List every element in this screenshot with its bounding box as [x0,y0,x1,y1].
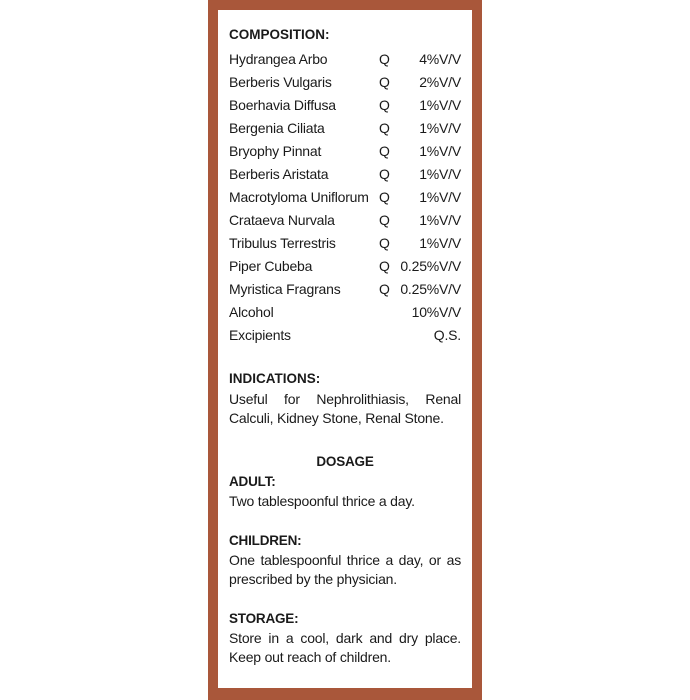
ingredient-name: Myristica Fragrans [229,281,341,297]
adult-dosage-text: Two tablespoonful thrice a day. [229,493,415,509]
label-panel [218,10,472,688]
composition-row [229,324,461,347]
ingredient-amount: 1%V/V [419,235,461,251]
ingredient-unit: Q [379,281,390,297]
composition-row [229,232,461,255]
ingredient-amount: 1%V/V [419,166,461,182]
composition-list [229,48,461,347]
ingredient-name: Berberis Vulgaris [229,74,332,90]
ingredient-unit: Q [379,166,390,182]
ingredient-amount: 0.25%V/V [400,281,461,297]
ingredient-amount: 1%V/V [419,189,461,205]
composition-row [229,301,461,324]
dosage-heading: DOSAGE [316,454,374,469]
ingredient-name: Alcohol [229,304,274,320]
ingredient-name: Macrotyloma Uniflorum [229,189,369,205]
composition-row [229,255,461,278]
ingredient-amount: Q.S. [433,327,461,343]
ingredient-amount: 1%V/V [419,97,461,113]
storage-text: Store in a cool, dark and dry place. Keep out reach of children. [229,630,461,665]
ingredient-unit: Q [379,258,390,274]
indications-heading: INDICATIONS: [229,371,321,386]
children-dosage-text: One tablespoonful thrice a day, or as prescribed by the physician. [229,552,461,587]
children-dosage-block [229,531,461,589]
indications-text: Useful for Nephrolithiasis, Renal Calculi, Kidney Stone, Renal Stone. [229,391,461,426]
ingredient-unit: Q [379,74,390,90]
composition-row [229,140,461,163]
storage-heading: STORAGE: [229,611,299,626]
indications-section [229,367,461,428]
ingredient-amount: 1%V/V [419,212,461,228]
ingredient-unit: Q [379,189,390,205]
ingredient-amount: 2%V/V [419,74,461,90]
ingredient-unit: Q [379,235,390,251]
ingredient-name: Excipients [229,327,291,343]
ingredient-unit: Q [379,97,390,113]
composition-row [229,94,461,117]
composition-row [229,71,461,94]
ingredient-unit: Q [379,212,390,228]
ingredient-name: Crataeva Nurvala [229,212,335,228]
ingredient-name: Berberis Aristata [229,166,329,182]
composition-row [229,278,461,301]
composition-row [229,186,461,209]
ingredient-amount: 4%V/V [419,51,461,67]
ingredient-name: Tribulus Terrestris [229,235,336,251]
ingredient-name: Bryophy Pinnat [229,143,322,159]
ingredient-name: Hydrangea Arbo [229,51,328,67]
ingredient-name: Boerhavia Diffusa [229,97,336,113]
ingredient-amount: 10%V/V [411,304,461,320]
composition-row [229,117,461,140]
composition-heading: COMPOSITION: [229,27,330,42]
ingredient-name: Piper Cubeba [229,258,313,274]
children-heading: CHILDREN: [229,533,302,548]
ingredient-amount: 1%V/V [419,143,461,159]
ingredient-unit: Q [379,120,390,136]
ingredient-amount: 1%V/V [419,120,461,136]
ingredient-name: Bergenia Ciliata [229,120,325,136]
composition-row [229,209,461,232]
composition-row [229,48,461,71]
ingredient-amount: 0.25%V/V [400,258,461,274]
adult-dosage-block [229,472,461,511]
storage-block [229,609,461,667]
adult-heading: ADULT: [229,474,276,489]
composition-row [229,163,461,186]
ingredient-unit: Q [379,51,390,67]
ingredient-unit: Q [379,143,390,159]
